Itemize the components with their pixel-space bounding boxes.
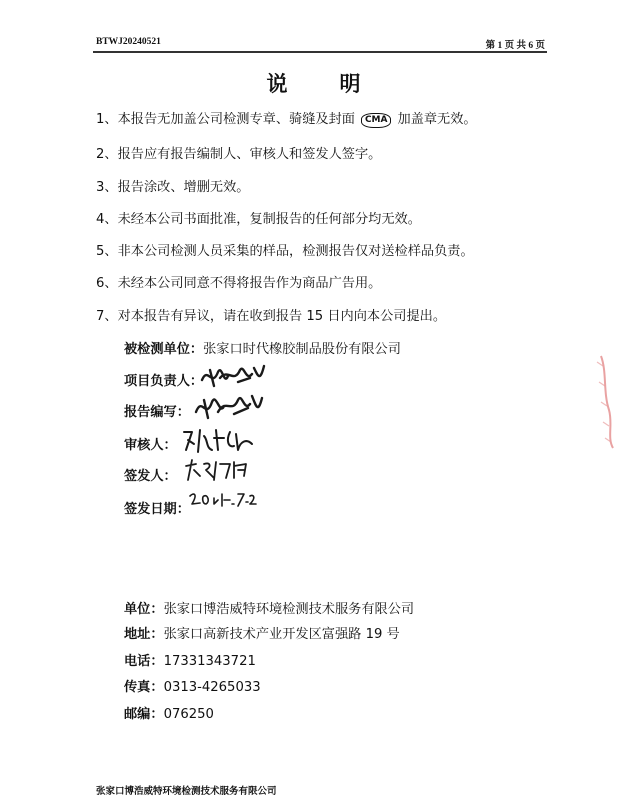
fax-label: 传真： bbox=[124, 680, 164, 695]
company-unit-row bbox=[124, 598, 414, 617]
phone-label: 电话： bbox=[124, 654, 164, 669]
zip-label: 邮编： bbox=[124, 707, 164, 722]
notice-item-6: 6、未经本公司同意不得将报告作为商品广告用。 bbox=[96, 276, 382, 291]
issuer-signature bbox=[180, 454, 254, 486]
seam-stamp bbox=[595, 352, 621, 452]
reviewer-label: 审核人： bbox=[124, 438, 177, 453]
page-indicator: 第 1 页 共 6 页 bbox=[485, 41, 545, 51]
issue-date-label: 签发日期： bbox=[124, 502, 190, 517]
issuer-label: 签发人： bbox=[124, 469, 177, 484]
company-zip-row bbox=[124, 703, 214, 722]
reviewer-signature bbox=[178, 424, 258, 456]
footer-company: 张家口博浩威特环境检测技术服务有限公司 bbox=[96, 786, 277, 797]
fax-value: 0313-4265033 bbox=[163, 680, 261, 695]
cma-mark-icon: CMA bbox=[361, 113, 392, 128]
unit-label: 单位： bbox=[124, 602, 164, 617]
company-fax-row bbox=[124, 676, 261, 695]
compiler-label: 报告编写： bbox=[124, 405, 190, 420]
unit-value: 张家口博浩威特环境检测技术服务有限公司 bbox=[163, 602, 415, 617]
header-divider bbox=[93, 51, 547, 53]
report-number: BTWJ20240521 bbox=[96, 37, 161, 47]
company-address-row bbox=[124, 623, 400, 642]
issue-date-handwritten bbox=[186, 486, 258, 514]
notice-item-2: 2、报告应有报告编制人、审核人和签发人签字。 bbox=[96, 147, 382, 162]
zip-value: 076250 bbox=[163, 707, 214, 722]
notice-suffix: 加盖章无效。 bbox=[397, 112, 477, 127]
company-phone-row bbox=[124, 650, 256, 669]
notice-item-5: 5、非本公司检测人员采集的样品，检测报告仅对送检样品负责。 bbox=[96, 244, 474, 259]
notice-item-4: 4、未经本公司书面批准，复制报告的任何部分均无效。 bbox=[96, 212, 421, 227]
client-label: 被检测单位： bbox=[124, 342, 204, 357]
compiler-signature bbox=[190, 386, 266, 424]
client-value: 张家口时代橡胶制品股份有限公司 bbox=[203, 342, 401, 357]
address-label: 地址： bbox=[124, 627, 164, 642]
address-value: 张家口高新技术产业开发区富强路 19 号 bbox=[163, 627, 400, 642]
client-row bbox=[124, 338, 401, 357]
notice-item-3: 3、报告涂改、增删无效。 bbox=[96, 180, 250, 195]
notice-item-7: 7、对本报告有异议，请在收到报告 15 日内向本公司提出。 bbox=[96, 309, 447, 324]
notice-text: 1、本报告无加盖公司检测专章、骑缝及封面 bbox=[96, 112, 355, 127]
project-lead-label: 项目负责人： bbox=[124, 374, 204, 389]
page-title: 说明 bbox=[266, 71, 413, 96]
phone-value: 17331343721 bbox=[163, 654, 256, 669]
notice-item-1 bbox=[96, 108, 477, 128]
